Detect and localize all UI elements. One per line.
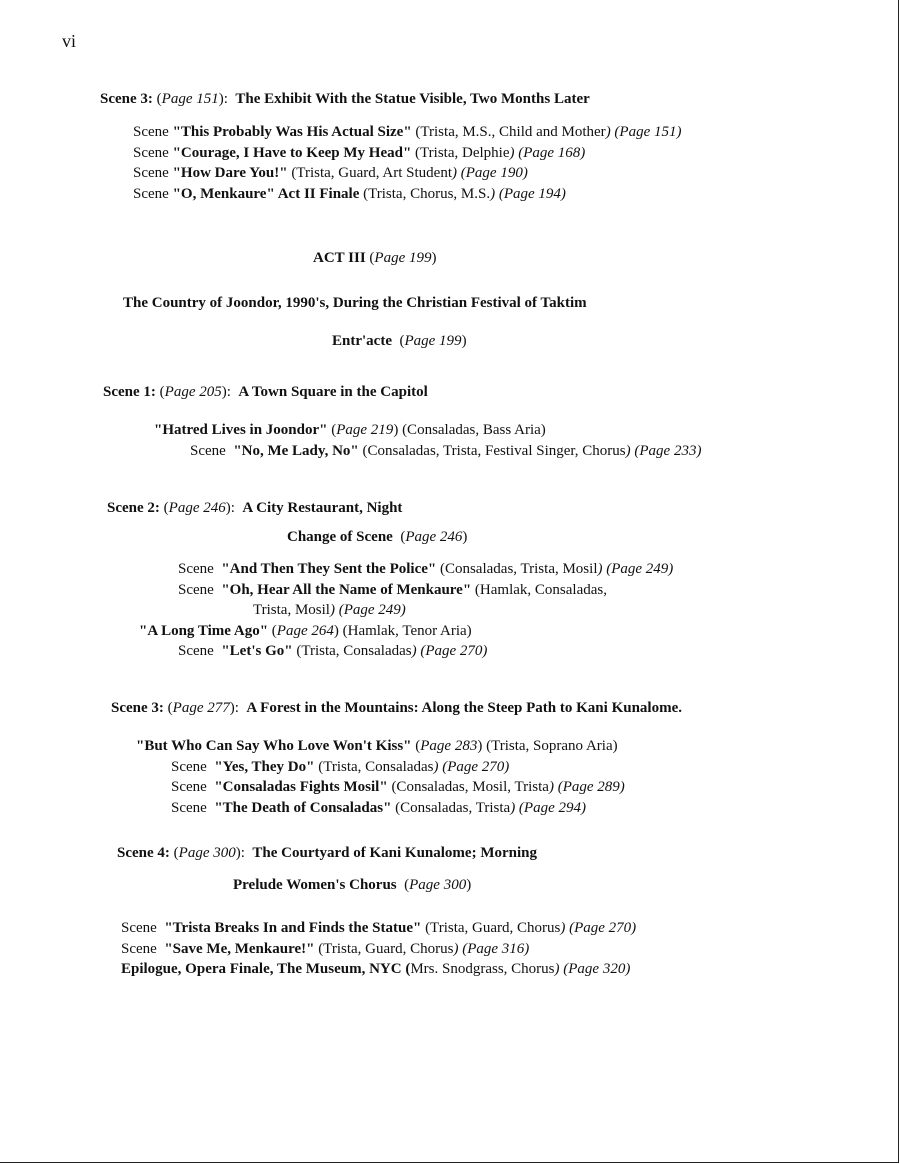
change-of-scene: Change of Scene (Page 246) xyxy=(287,529,468,545)
act-heading: ACT III (Page 199) xyxy=(313,250,437,266)
list-item: Scene "Yes, They Do" (Trista, Consaladas) (Page 270) xyxy=(171,759,510,775)
list-item: Scene "Courage, I Have to Keep My Head" (Trista, Delphie) (Page 168) xyxy=(133,145,586,161)
prelude: Prelude Women's Chorus (Page 300) xyxy=(233,877,472,893)
list-item: Scene "Oh, Hear All the Name of Menkaure" (Hamlak, Consaladas, xyxy=(178,582,607,598)
scene-title: The Exhibit With the Statue Visible, Two Months Later xyxy=(235,91,590,107)
number-title: "O, Menkaure" Act II Finale xyxy=(172,186,360,202)
scene-heading: Scene 1: (Page 205): A Town Square in the Capitol xyxy=(103,384,428,400)
page-ref: Page 151 xyxy=(161,91,219,107)
list-item: Scene "Trista Breaks In and Finds the Statue" (Trista, Guard, Chorus) (Page 270) xyxy=(121,920,637,936)
aria-item: "But Who Can Say Who Love Won't Kiss" (Page 283) (Trista, Soprano Aria) xyxy=(136,738,618,754)
page-number: vi xyxy=(62,31,77,51)
list-item: Scene "And Then They Sent the Police" (Consaladas, Trista, Mosil) (Page 249) xyxy=(178,561,674,577)
list-item: Scene "Consaladas Fights Mosil" (Consaladas, Mosil, Trista) (Page 289) xyxy=(171,779,625,795)
number-title: "Courage, I Have to Keep My Head" xyxy=(172,145,412,161)
entracte: Entr'acte (Page 199) xyxy=(332,333,467,349)
epilogue: Epilogue, Opera Finale, The Museum, NYC (Mrs. Snodgrass, Chorus) (Page 320) xyxy=(121,961,631,977)
list-item: Scene "Save Me, Menkaure!" (Trista, Guard, Chorus) (Page 316) xyxy=(121,941,530,957)
scene-label: Scene 3: xyxy=(100,91,153,107)
aria-item: "A Long Time Ago" (Page 264) (Hamlak, Tenor Aria) xyxy=(139,623,472,639)
list-item: Scene "O, Menkaure" Act II Finale (Trista, Chorus, M.S.) (Page 194) xyxy=(133,186,566,202)
list-item: Scene "The Death of Consaladas" (Consaladas, Trista) (Page 294) xyxy=(171,800,586,816)
scene-heading: Scene 3: (Page 277): A Forest in the Mountains: Along the Steep Path to Kani Kunalome. xyxy=(111,700,682,716)
number-title: "How Dare You!" xyxy=(172,165,288,181)
act-setting: The Country of Joondor, 1990's, During the Christian Festival of Taktim xyxy=(123,295,587,311)
list-item-continuation: Trista, Mosil) (Page 249) xyxy=(253,602,406,618)
scene-heading: Scene 2: (Page 246): A City Restaurant, Night xyxy=(107,500,403,516)
scene-heading: Scene 4: (Page 300): The Courtyard of Kani Kunalome; Morning xyxy=(117,845,537,861)
scene-heading: Scene 3: (Page 151): The Exhibit With the Statue Visible, Two Months Later xyxy=(100,91,590,107)
list-item: Scene "How Dare You!" (Trista, Guard, Art Student) (Page 190) xyxy=(133,165,528,181)
list-item: Scene "Let's Go" (Trista, Consaladas) (Page 270) xyxy=(178,643,488,659)
number-title: "This Probably Was His Actual Size" xyxy=(172,124,412,140)
list-item: Scene "This Probably Was His Actual Size" (Trista, M.S., Child and Mother) (Page 151) xyxy=(133,124,682,140)
list-item: Scene "No, Me Lady, No" (Consaladas, Trista, Festival Singer, Chorus) (Page 233) xyxy=(190,443,702,459)
aria-item: "Hatred Lives in Joondor" (Page 219) (Consaladas, Bass Aria) xyxy=(154,422,546,438)
